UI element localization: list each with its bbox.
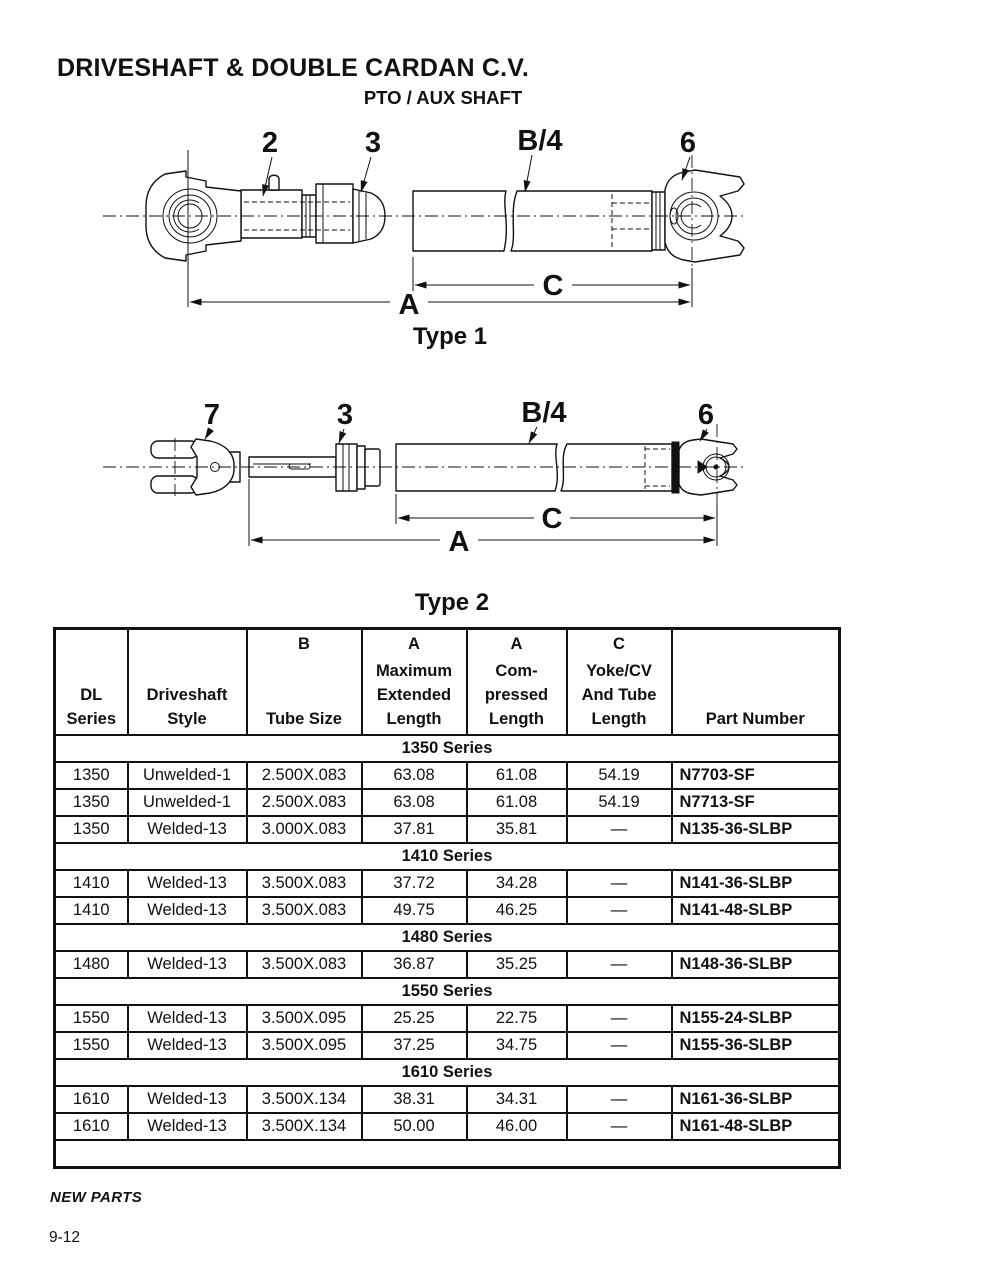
cell: 61.08 bbox=[467, 762, 567, 789]
cell: 35.81 bbox=[467, 816, 567, 843]
cell: 1550 bbox=[55, 1032, 128, 1059]
leader-line bbox=[529, 427, 537, 443]
cell: 63.08 bbox=[362, 789, 467, 816]
column-header: Driveshaft Style bbox=[128, 629, 247, 736]
callout-label-7: 7 bbox=[203, 399, 221, 431]
cell: 36.87 bbox=[362, 951, 467, 978]
cell: — bbox=[567, 951, 672, 978]
type1-dimension-c bbox=[415, 270, 690, 302]
dimension-label-c: C bbox=[541, 503, 563, 535]
cell: 3.500X.095 bbox=[247, 1005, 362, 1032]
cell: Welded-13 bbox=[128, 1032, 247, 1059]
type1-tube bbox=[413, 191, 665, 251]
cell: 3.500X.083 bbox=[247, 870, 362, 897]
cell: — bbox=[567, 1005, 672, 1032]
cell: N148-36-SLBP bbox=[672, 951, 840, 978]
leader-line bbox=[525, 155, 532, 192]
cell: 3.500X.083 bbox=[247, 897, 362, 924]
table-row bbox=[55, 951, 840, 978]
cell: 1410 bbox=[55, 870, 128, 897]
cell: Unwelded-1 bbox=[128, 789, 247, 816]
type1-diagram bbox=[90, 118, 760, 353]
cell: 37.25 bbox=[362, 1032, 467, 1059]
cell: 34.31 bbox=[467, 1086, 567, 1113]
dimension-label-a: A bbox=[398, 289, 420, 321]
callout-label-3: 3 bbox=[336, 399, 354, 431]
cell: N161-36-SLBP bbox=[672, 1086, 840, 1113]
cell: 3.500X.095 bbox=[247, 1032, 362, 1059]
cell: 1350 bbox=[55, 816, 128, 843]
cell: 1410 bbox=[55, 897, 128, 924]
series-band bbox=[55, 735, 840, 762]
cell: Welded-13 bbox=[128, 1086, 247, 1113]
column-header: DL Series bbox=[55, 629, 128, 736]
new-parts-note: NEW PARTS bbox=[50, 1189, 143, 1206]
table-row bbox=[55, 897, 840, 924]
table-header bbox=[55, 629, 840, 736]
cell: N155-36-SLBP bbox=[672, 1032, 840, 1059]
cell: 3.500X.134 bbox=[247, 1113, 362, 1140]
cell: Welded-13 bbox=[128, 1005, 247, 1032]
cell: N141-48-SLBP bbox=[672, 897, 840, 924]
type2-tube bbox=[396, 442, 679, 493]
cell: Welded-13 bbox=[128, 951, 247, 978]
cell: 54.19 bbox=[567, 789, 672, 816]
table-row bbox=[55, 1005, 840, 1032]
type2-splined-shaft bbox=[249, 444, 380, 491]
series-band bbox=[55, 978, 840, 1005]
type2-caption: Type 2 bbox=[414, 589, 490, 616]
cell: Welded-13 bbox=[128, 1113, 247, 1140]
table-row bbox=[55, 1086, 840, 1113]
cell: 37.81 bbox=[362, 816, 467, 843]
series-band bbox=[55, 924, 840, 951]
type1-dimension-a bbox=[190, 289, 690, 321]
cell: 46.00 bbox=[467, 1113, 567, 1140]
callout-label-b4: B/4 bbox=[521, 397, 567, 429]
cell: — bbox=[567, 897, 672, 924]
cell: 25.25 bbox=[362, 1005, 467, 1032]
cell: 1550 bbox=[55, 1005, 128, 1032]
cell: N161-48-SLBP bbox=[672, 1113, 840, 1140]
cell: Welded-13 bbox=[128, 897, 247, 924]
cell: — bbox=[567, 1032, 672, 1059]
parts-table bbox=[53, 627, 841, 1169]
callout-label-3: 3 bbox=[364, 127, 382, 159]
cell: 1350 bbox=[55, 762, 128, 789]
cell: Welded-13 bbox=[128, 870, 247, 897]
empty-row bbox=[55, 1140, 840, 1167]
type2-dimension-a bbox=[251, 526, 715, 558]
table-row bbox=[55, 870, 840, 897]
series-label: 1550 Series bbox=[55, 978, 840, 1005]
cell: N135-36-SLBP bbox=[672, 816, 840, 843]
page-number: 9-12 bbox=[49, 1229, 81, 1246]
series-label: 1350 Series bbox=[55, 735, 840, 762]
cell: 54.19 bbox=[567, 762, 672, 789]
type1-caption: Type 1 bbox=[412, 323, 488, 350]
cell: 1480 bbox=[55, 951, 128, 978]
page-subtitle: PTO / AUX SHAFT bbox=[363, 87, 523, 108]
cell: 34.28 bbox=[467, 870, 567, 897]
cell: 37.72 bbox=[362, 870, 467, 897]
series-label: 1410 Series bbox=[55, 843, 840, 870]
dimension-label-c: C bbox=[542, 270, 564, 302]
callout-label-6: 6 bbox=[697, 399, 715, 431]
series-band bbox=[55, 1059, 840, 1086]
table-row bbox=[55, 1032, 840, 1059]
type2-dimension-c bbox=[398, 503, 715, 535]
cell: 35.25 bbox=[467, 951, 567, 978]
cell: — bbox=[567, 816, 672, 843]
type2-diagram bbox=[90, 392, 760, 622]
cell: 38.31 bbox=[362, 1086, 467, 1113]
cell: 1610 bbox=[55, 1113, 128, 1140]
table-row bbox=[55, 789, 840, 816]
cell: Welded-13 bbox=[128, 816, 247, 843]
column-header: A Maximum Extended Length bbox=[362, 629, 467, 736]
cell: 1350 bbox=[55, 789, 128, 816]
cell: 63.08 bbox=[362, 762, 467, 789]
cell: 50.00 bbox=[362, 1113, 467, 1140]
cell: N7703-SF bbox=[672, 762, 840, 789]
cell: 3.500X.134 bbox=[247, 1086, 362, 1113]
series-label: 1610 Series bbox=[55, 1059, 840, 1086]
cell: 3.000X.083 bbox=[247, 816, 362, 843]
cell: 2.500X.083 bbox=[247, 789, 362, 816]
type2-callouts bbox=[204, 397, 714, 443]
cell: N141-36-SLBP bbox=[672, 870, 840, 897]
column-header: C Yoke/CV And Tube Length bbox=[567, 629, 672, 736]
cell: 3.500X.083 bbox=[247, 951, 362, 978]
cell: 2.500X.083 bbox=[247, 762, 362, 789]
series-band bbox=[55, 843, 840, 870]
table-row bbox=[55, 816, 840, 843]
column-header: B Tube Size bbox=[247, 629, 362, 736]
page-title: DRIVESHAFT & DOUBLE CARDAN C.V. bbox=[57, 54, 529, 82]
table-row bbox=[55, 762, 840, 789]
cell: 46.25 bbox=[467, 897, 567, 924]
cell: 61.08 bbox=[467, 789, 567, 816]
cell: 22.75 bbox=[467, 1005, 567, 1032]
cell: 34.75 bbox=[467, 1032, 567, 1059]
empty-cell bbox=[55, 1140, 840, 1167]
cell: — bbox=[567, 1113, 672, 1140]
callout-label-b4: B/4 bbox=[517, 125, 563, 157]
cell: — bbox=[567, 870, 672, 897]
series-label: 1480 Series bbox=[55, 924, 840, 951]
cell: N7713-SF bbox=[672, 789, 840, 816]
cell: 49.75 bbox=[362, 897, 467, 924]
leader-line bbox=[339, 429, 344, 443]
table-row bbox=[55, 1113, 840, 1140]
cell: — bbox=[567, 1086, 672, 1113]
column-header: Part Number bbox=[672, 629, 840, 736]
callout-label-6: 6 bbox=[679, 127, 697, 159]
cell: 1610 bbox=[55, 1086, 128, 1113]
cell: Unwelded-1 bbox=[128, 762, 247, 789]
cell: N155-24-SLBP bbox=[672, 1005, 840, 1032]
column-header: A Com- pressed Length bbox=[467, 629, 567, 736]
leader-line bbox=[361, 157, 371, 192]
dimension-label-a: A bbox=[448, 526, 470, 558]
callout-label-2: 2 bbox=[261, 127, 279, 159]
